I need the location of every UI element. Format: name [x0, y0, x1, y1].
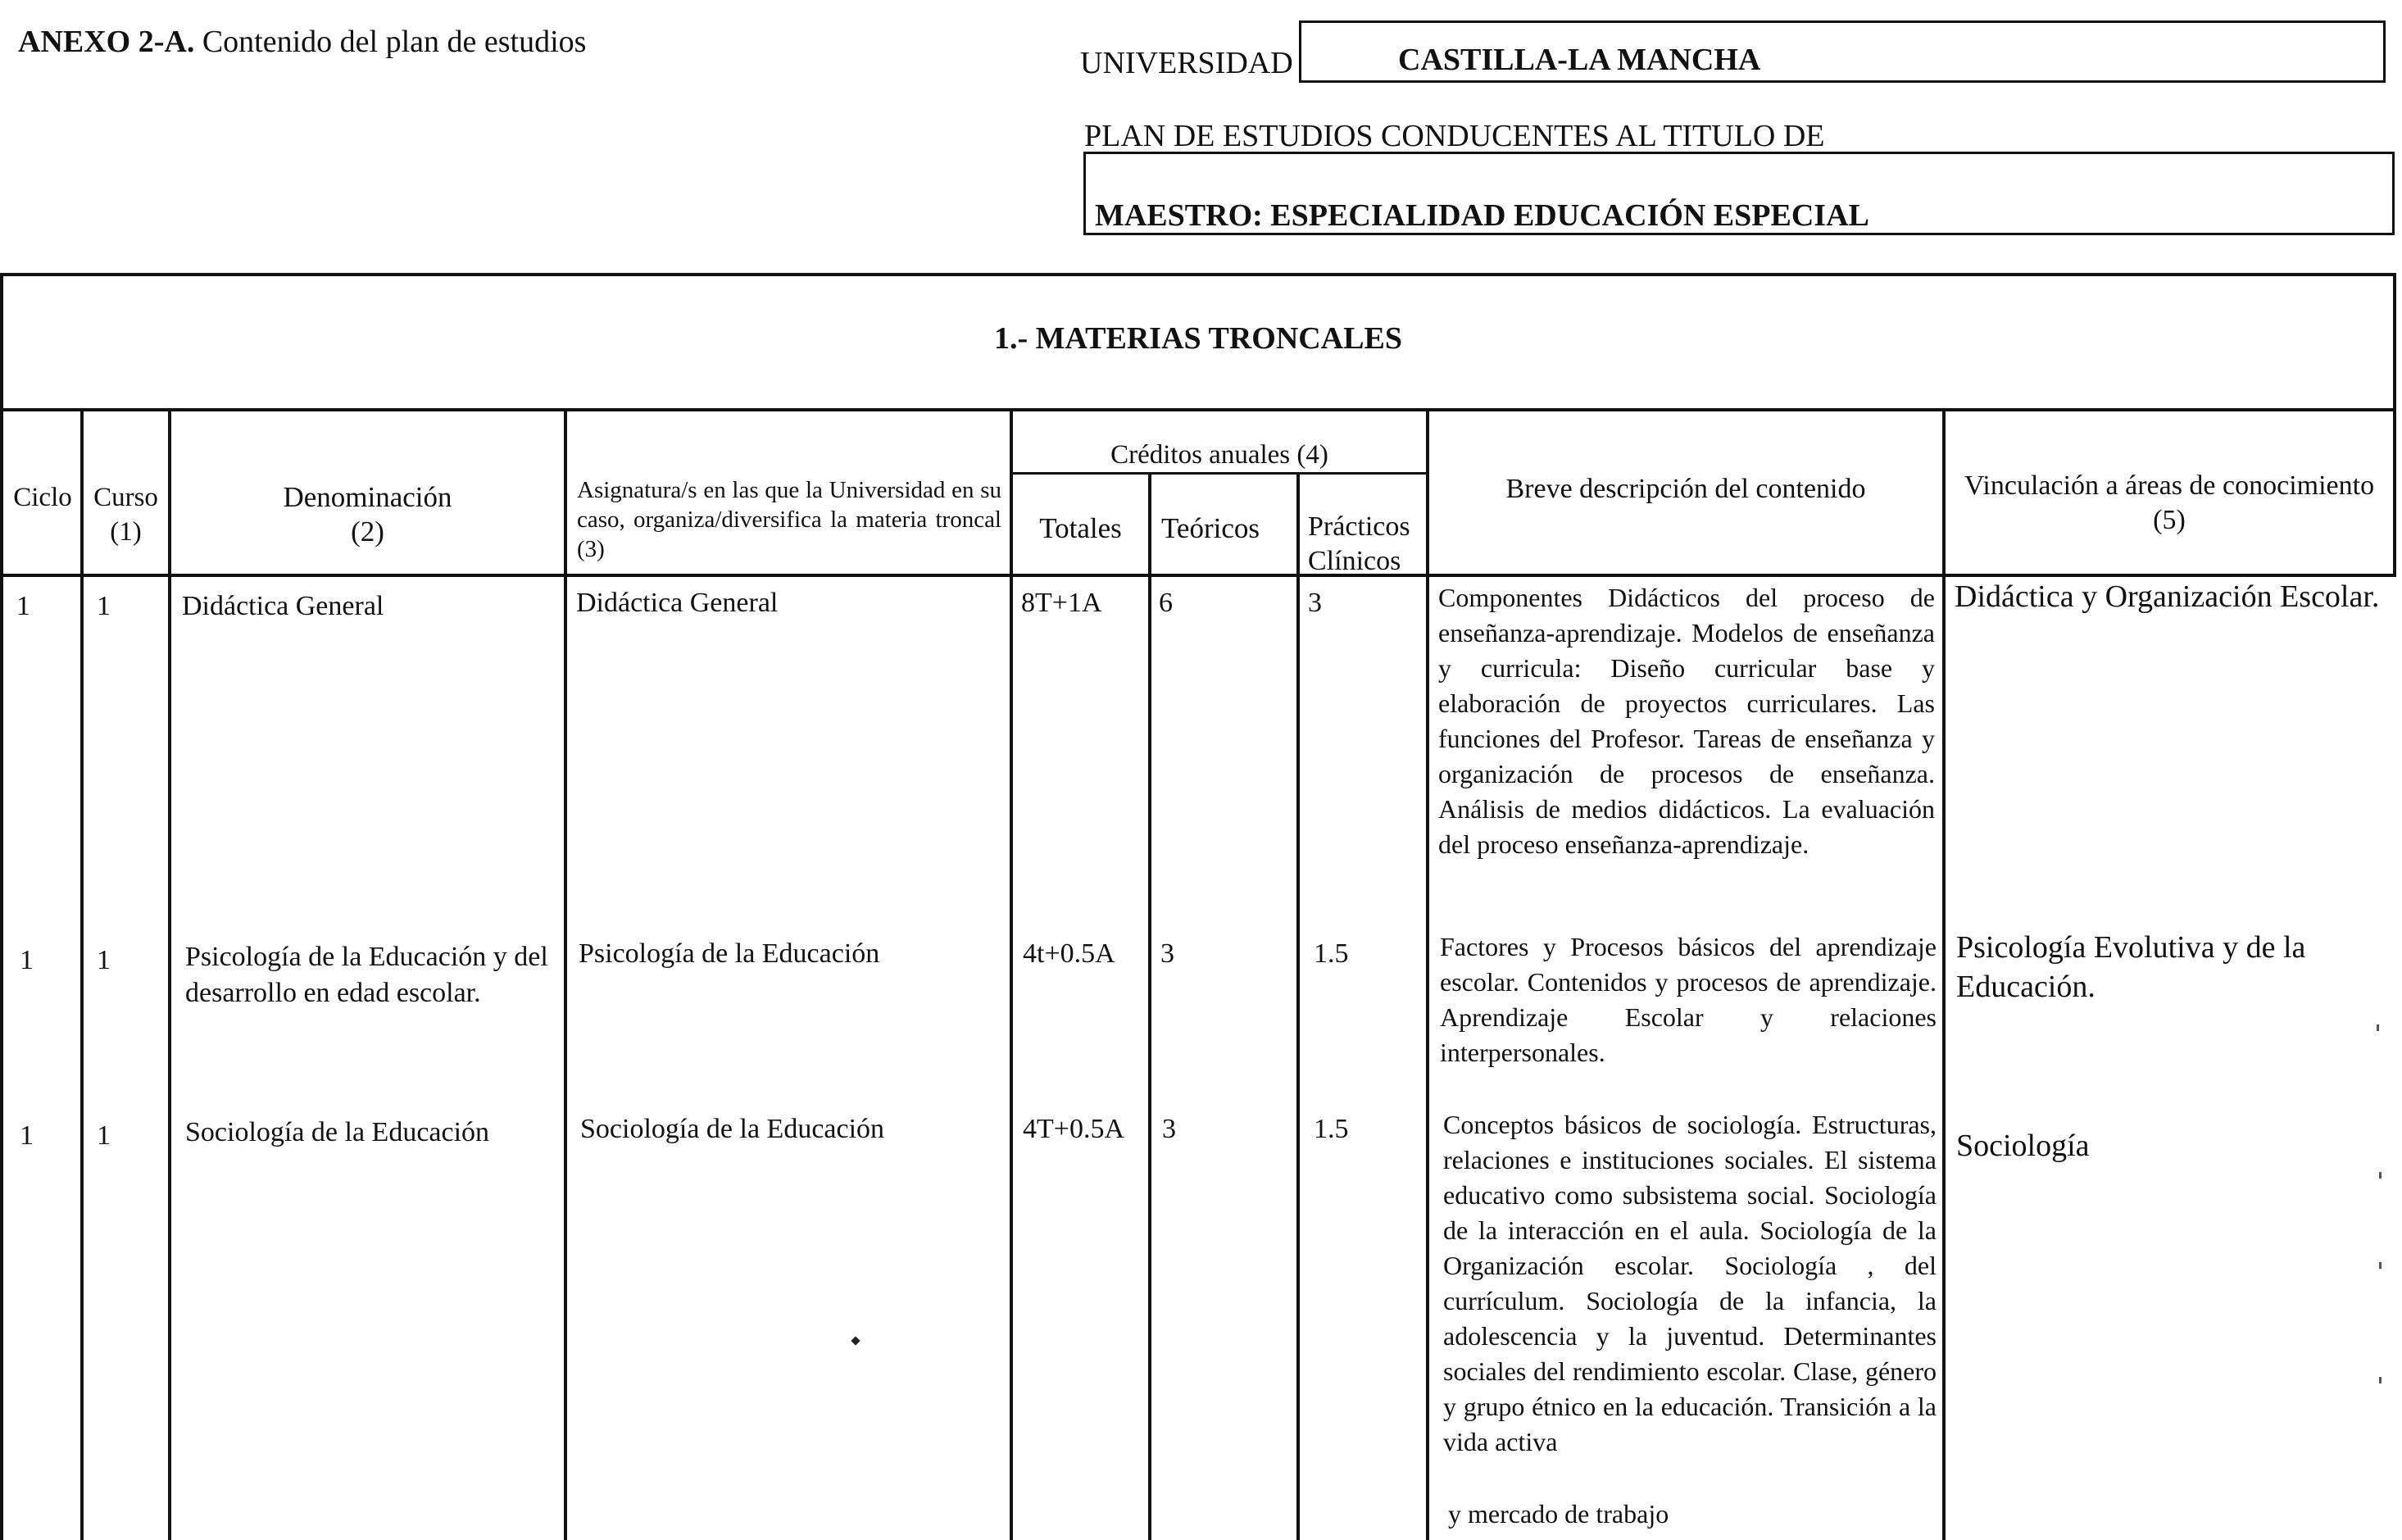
header-clinicos-label: Clínicos — [1308, 546, 1401, 576]
row-3-asignatura: Sociología de la Educación — [580, 1114, 885, 1144]
column-divider — [1942, 408, 1946, 1540]
row-3-denominacion: Sociología de la Educación — [185, 1117, 490, 1147]
degree-title: MAESTRO: ESPECIALIDAD EDUCACIÓN ESPECIAL — [1095, 198, 1869, 233]
row-2-vinculacion: Psicología Evolutiva y de la Educación. — [1956, 930, 2306, 1004]
row-2-curso: 1 — [97, 945, 111, 975]
header-totales: Totales — [1039, 512, 1122, 544]
scan-speck — [2377, 1024, 2379, 1031]
row-3-descripcion: Conceptos básicos de sociología. Estructuras, relaciones e instituciones sociales. El sistema educativo como subsistema social. Sociología de la interacción en el aula. Sociología de la Organización escolar. Sociología , del currículum. Sociología de la infancia, la adolescencia y la juventud. Determinantes sociales del rendimiento escolar. Clase, género y grupo étnico en la educación. Transición a la vida activa — [1443, 1110, 1937, 1456]
column-divider — [1010, 408, 1013, 1540]
header-ciclo: Ciclo — [13, 483, 72, 512]
header-denominacion-label: Denominación — [283, 481, 452, 513]
row-3-teoricos: 3 — [1162, 1114, 1176, 1144]
row-3-ciclo: 1 — [20, 1120, 34, 1151]
column-divider — [564, 408, 567, 1540]
scan-speck — [2379, 1172, 2382, 1179]
header-vinculacion — [1946, 469, 2393, 538]
column-divider — [80, 408, 84, 1540]
university-name: CASTILLA-LA MANCHA — [1398, 43, 1761, 77]
row-2-totales: 4t+0.5A — [1023, 938, 1115, 969]
header-practicos — [1300, 510, 1434, 579]
header-vinculacion-label: Vinculación a áreas de conocimiento — [1964, 470, 2375, 501]
header-teoricos: Teóricos — [1161, 512, 1260, 544]
section-title: 1.- MATERIAS TRONCALES — [994, 321, 1402, 356]
row-1-curso: 1 — [97, 591, 111, 621]
row-2-denominacion: Psicología de la Educación y del desarrollo en edad escolar. — [185, 942, 548, 1008]
column-divider — [168, 408, 171, 1540]
row-2-asignatura: Psicología de la Educación — [579, 938, 880, 969]
scan-speck — [851, 1336, 860, 1345]
header-creditos: Créditos anuales (4) — [1110, 440, 1328, 470]
header-denominacion-note: (2) — [351, 516, 384, 547]
header-curso-note: (1) — [110, 517, 142, 547]
header-curso — [84, 480, 168, 549]
row-2-teoricos: 3 — [1160, 938, 1174, 969]
row-3-totales: 4T+0.5A — [1023, 1114, 1124, 1144]
plan-label: PLAN DE ESTUDIOS CONDUCENTES AL TITULO DE — [1084, 119, 1825, 153]
table-left-border — [0, 273, 3, 1540]
row-1-vinculacion: Didáctica y Organización Escolar. — [1955, 579, 2380, 614]
scan-speck — [2379, 1377, 2382, 1383]
row-3-curso: 1 — [97, 1120, 111, 1151]
row-1-ciclo: 1 — [16, 591, 30, 621]
university-label: UNIVERSIDAD — [1080, 46, 1293, 80]
header-denominacion — [171, 480, 564, 549]
table-right-border — [2393, 273, 2396, 576]
row-3-practicos: 1.5 — [1314, 1114, 1349, 1144]
row-2-descripcion: Factores y Procesos básicos del aprendizaje escolar. Contenidos y procesos de aprendizaje. Aprendizaje Escolar y relaciones interpersonales. — [1440, 932, 1937, 1067]
scan-speck — [2379, 1262, 2382, 1269]
row-1-descripcion: Componentes Didácticos del proceso de enseñanza-aprendizaje. Modelos de enseñanza y curricula: Diseño curricular base y elaboración de proyectos curriculares. Las funciones del Profesor. Tareas de enseñanza y organización de procesos de enseñanza. Análisis de medios didácticos. La evaluación del proceso enseñanza-aprendizaje. — [1438, 583, 1935, 859]
row-1-asignatura: Didáctica General — [576, 588, 779, 618]
row-3-vinculacion: Sociología — [1956, 1129, 2090, 1163]
column-divider — [1148, 473, 1151, 1540]
table-top-border — [0, 273, 2396, 276]
header-descripcion: Breve descripción del contenido — [1505, 474, 1866, 504]
credits-divider — [1010, 472, 1428, 475]
row-2-practicos: 1.5 — [1314, 938, 1349, 969]
row-1-denominacion: Didáctica General — [182, 591, 384, 621]
row-3-descripcion-tail: y mercado de trabajo — [1448, 1499, 1669, 1529]
header-practicos-label: Prácticos — [1308, 511, 1410, 542]
header-asignatura: Asignatura/s en las que la Universidad en su caso, organiza/diversifica la materia troncal (3) — [577, 477, 1001, 562]
document-heading — [18, 21, 586, 62]
row-1-totales: 8T+1A — [1021, 588, 1102, 618]
annex-number: ANEXO 2-A. — [18, 25, 195, 59]
section-divider — [0, 408, 2396, 411]
row-1-teoricos: 6 — [1159, 588, 1173, 618]
column-divider — [1296, 473, 1300, 1540]
row-1-practicos: 3 — [1308, 588, 1322, 618]
row-2-ciclo: 1 — [20, 945, 34, 975]
annex-title: Contenido del plan de estudios — [194, 25, 587, 59]
header-curso-label: Curso — [93, 483, 158, 512]
header-vinculacion-note: (5) — [2153, 505, 2186, 535]
